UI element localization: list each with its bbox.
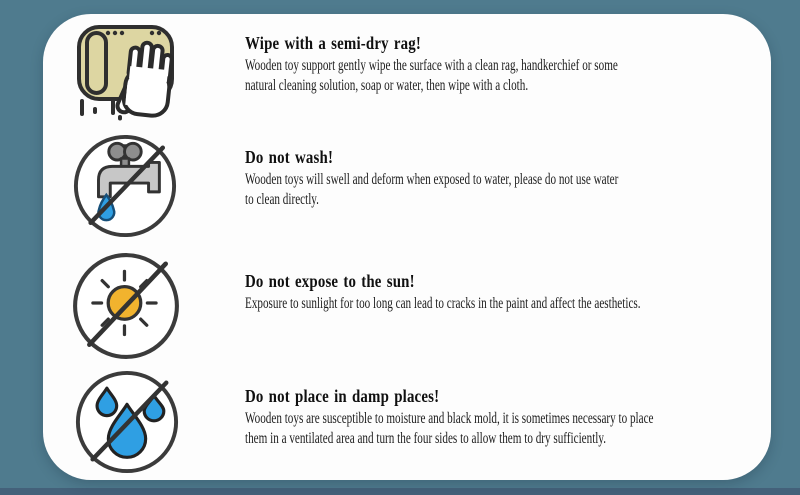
body-line: to clean directly. bbox=[245, 191, 319, 208]
section-title: Do not wash! bbox=[245, 147, 334, 167]
body-line: Wooden toys are susceptible to moisture and black mold, it is sometimes necessary to place bbox=[245, 410, 654, 427]
body-line: natural cleaning solution, soap or water, then wipe with a cloth. bbox=[245, 77, 529, 94]
sun-disc bbox=[108, 287, 141, 320]
section-no-sun bbox=[245, 271, 765, 314]
section-title: Wipe with a semi-dry rag! bbox=[245, 33, 421, 53]
body-line: Exposure to sunlight for too long can lead to cracks in the paint and affect the aesthetics. bbox=[245, 295, 641, 312]
body-line: Wooden toy support gently wipe the surface with a clean rag, handkerchief or some bbox=[245, 57, 618, 74]
rag-drips bbox=[82, 101, 120, 119]
section-no-damp bbox=[245, 386, 765, 449]
no-wash-faucet-icon bbox=[71, 132, 179, 240]
hand-wiping-rag-icon bbox=[70, 19, 185, 131]
bottom-strip bbox=[0, 488, 800, 495]
section-no-wash bbox=[245, 147, 765, 210]
section-title: Do not expose to the sun! bbox=[245, 271, 415, 291]
body-line: Wooden toys will swell and deform when exposed to water, please do not use water bbox=[245, 171, 619, 188]
body-line: them in a ventilated area and turn the four sides to allow them to dry sufficiently. bbox=[245, 430, 607, 447]
section-title: Do not place in damp places! bbox=[245, 386, 440, 406]
section-wipe bbox=[245, 33, 765, 96]
no-sun-exposure-icon bbox=[70, 250, 182, 362]
no-damp-places-icon bbox=[73, 368, 181, 476]
